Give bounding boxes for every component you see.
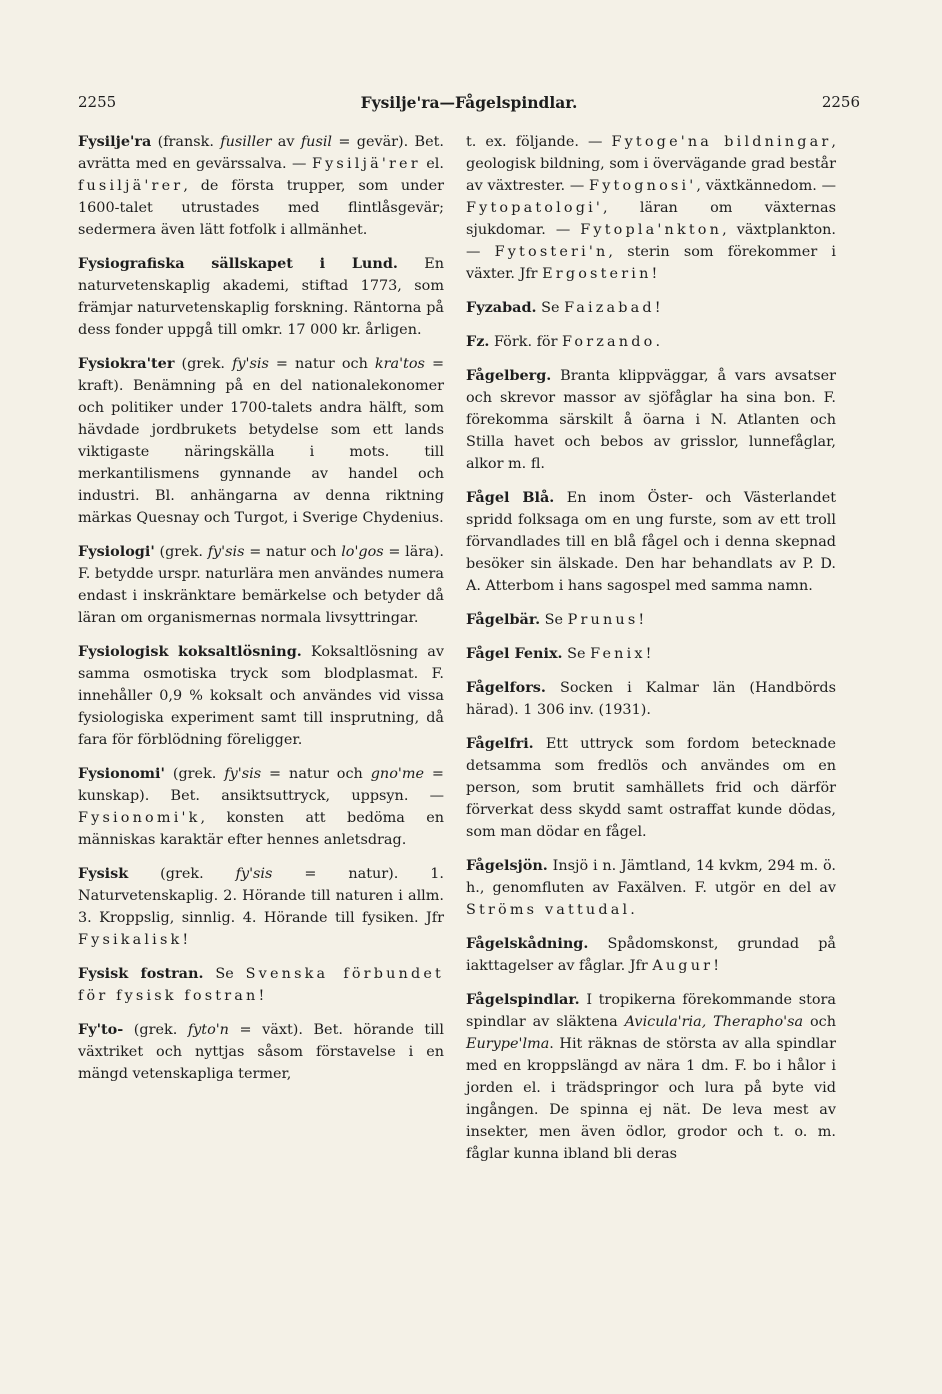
entry [466,989,836,1165]
entry-headword: Fågelberg. [466,367,552,384]
spaced-term: Ergosterin [542,266,652,282]
italic-term: fy'sis [207,544,245,560]
italic-term: fy'sis [224,766,262,782]
entry-headword: Fågelsjön. [466,857,548,874]
entry-headword: Fågel Fenix. [466,645,563,662]
left-column [78,131,444,1097]
spaced-term: Fytopla'nkton [580,222,723,238]
entry-text: av [271,134,301,150]
entry-text: ! [258,988,265,1004]
entry-text: Se [536,300,565,316]
italic-term: lo'gos [341,544,384,560]
entry-text: , konsten att bedöma en människas karaktär efter hennes anletsdrag. [78,810,444,848]
entry-text: , de första trupper, som under 1600-talet utrustades med flintlåsgevär; sedermera även lätt fotfolk i allmänhet. [78,178,444,238]
italic-term: fy'sis [235,866,273,882]
entry-text: = gevär). Bet. avrätta med en gevärssalva. — [78,134,445,172]
entry [466,677,836,721]
spaced-term: Fysiljä'rer [311,156,421,172]
entry-text: I tropikerna förekommande stora spindlar av släktena [466,992,836,1030]
entry-headword: Fysiologi' [78,543,155,560]
entry [78,763,444,851]
entry-headword: Fågelfors. [466,679,546,696]
spaced-term: Faizabad [564,300,655,316]
italic-term: kra'tos [374,356,425,372]
spaced-term: Augur [652,958,714,974]
entry-text: el. [420,156,444,172]
entry [466,487,836,597]
entry [78,641,444,751]
entry [78,963,444,1007]
entry-headword: Fågel Blå. [466,489,555,506]
entry-text: En inom Öster- och Västerlandet spridd folksaga om en ung furste, som av ett troll förvandlades till en blå fågel och i denna skepnad besöker sin älskade. Den har behandlats av P. D. A. Atterbom i hans sagospel med samma namn. [466,490,836,594]
entry-text: (grek. [154,544,208,560]
entry-headword: Fysionomi' [78,765,165,782]
entry-text: , växtplankton. — [466,222,836,260]
spaced-term: Forzando [562,334,656,350]
entry-headword: Fysiokra'ter [78,355,175,372]
entry [78,541,444,629]
entry-text: . Hit räknas de största av alla spindlar med en kroppslängd av nära 1 dm. F. bo i hålor i jorden el. i trädspringor och lura på byte vid ingången. De spinna ej nät. De leva mest av insekter, men även ödlor, grodor och t. o. m. fåglar kunna ibland bli deras [466,1036,836,1162]
entry [78,1019,444,1085]
entry-headword: Fysisk fostran. [78,965,204,982]
spaced-term: Ströms vattudal [466,902,631,918]
entry [466,331,836,353]
italic-term: fusil [300,134,333,150]
entry [466,933,836,977]
spaced-term: Fysionomi'k [78,810,201,826]
entry-text: , läran om växternas sjukdomar. — [466,200,836,238]
entry-text: Förk. för [489,334,563,350]
entry-headword: Fysisk [78,865,129,882]
entry-headword: Fy'to- [78,1021,124,1038]
entry-text: Socken i Kalmar län (Handbörds härad). 1 306 inv. (1931). [466,680,836,718]
entry [78,863,444,951]
entry [78,131,444,241]
entry [78,353,444,529]
entry [466,365,836,475]
entry-headword: Fågelfri. [466,735,534,752]
entry-text: (grek. [174,356,233,372]
entry-text: Se [562,646,591,662]
spaced-term: Fytoge'na bildningar [611,134,832,150]
entry-text: = natur och [268,356,375,372]
spaced-term: Fytosteri'n [494,244,609,260]
left-page-number: 2255 [78,93,117,111]
entry [466,643,836,665]
spaced-term: fusiljä'rer [78,178,184,194]
entry-headword: Fågelbär. [466,611,541,628]
entry [466,297,836,319]
right-page-number: 2256 [821,93,860,111]
entry-text: = växt). Bet. hörande till växtriket och nyttjas såsom förstavelse i en mängd vetenskapliga termer, [78,1022,444,1082]
entry-text: , geologisk bildning, som i övervägande grad består av växtrester. — [466,134,836,194]
spaced-term: Fytopatologi' [466,200,604,216]
entry-text: Branta klippväggar, å vars avsatser och skrevor massor av sjöfåglar ha sina bon. F. förekomma särskilt å öarna i N. Atlanten och Stilla havet och bebos av grisslor, lunnefåglar, alkor m. fl. [466,368,836,472]
italic-term: fusiller [220,134,272,150]
right-column [466,131,836,1177]
entry [466,733,836,843]
entry-text: ! [713,958,719,974]
entry-text: Se [203,966,246,982]
entry-text: Koksaltlösning av samma osmotiska tryck som blodplasmat. F. innehåller 0,9 % koksalt och användes vid vissa fysiologiska experiment samt till insprutning, då fara för förblödning föreligger. [78,644,444,748]
entry-text: = kunskap). Bet. ansiktsuttryck, uppsyn. — [78,766,444,804]
spaced-term: Svenska förbundet för fysisk fostran [78,966,444,1004]
entry-text: och [803,1014,836,1030]
italic-term: gno'me [370,766,424,782]
entry-headword: Fysilje'ra [78,133,152,150]
entry-text: = natur och [261,766,371,782]
entry-text: , växtkännedom. — [696,178,836,194]
entry-text: = natur och [244,544,342,560]
italic-term: fyto'n [187,1022,229,1038]
entry-headword: Fysiologisk koksaltlösning. [78,643,302,660]
entry-text: (grek. [164,766,225,782]
entry-text: = lära). F. betydde urspr. naturlära men användes numera endast i inskränktare bemärkelse och betyder då läran om organismernas normala livsyttringar. [78,544,444,626]
entry-headword: Fyzabad. [466,299,537,316]
italic-term: fy'sis [232,356,269,372]
entry-text: t. ex. följande. — [466,134,612,150]
entry-text: ! [651,266,658,282]
entry-text: (grek. [123,1022,188,1038]
entry [466,131,836,285]
entry-text: . [655,334,661,350]
page-header [78,93,860,117]
spaced-term: Fysikalisk [78,932,183,948]
entry-text: ! [182,932,189,948]
spaced-term: Fytognosi' [589,178,697,194]
spaced-term: Prunus [567,612,639,628]
entry-text: Ett uttryck som fordom betecknade detsamma som fredlös och användes om en person, som brutit samhällets frid och därför förverkat dess skydd samt ostraffat kunde dödas, som man dödar en fågel. [466,736,836,840]
entry-headword: Fågelspindlar. [466,991,580,1008]
entry-text: (grek. [128,866,236,882]
entry [466,609,836,631]
spaced-term: Fenix [590,646,646,662]
entry-headword: Fz. [466,333,490,350]
page-running-title: Fysilje'ra—Fågelspindlar. [360,93,578,112]
entry-text: En naturvetenskaplig akademi, stiftad 1773, som främjar naturvetenskaplig forskning. Räntorna på dess fonder uppgå till omkr. 17 000 kr. årligen. [78,256,444,338]
entry-text: ! [645,646,652,662]
entry-text: Spådomskonst, grundad på iakttagelser av fåglar. Jfr [466,936,836,974]
entry-text: . [630,902,635,918]
entry-text: (fransk. [151,134,221,150]
entry [78,253,444,341]
entry [466,855,836,921]
italic-term: Avicula'ria, Therapho'sa [624,1014,804,1030]
italic-term: Eurype'lma [466,1036,550,1052]
entry-headword: Fysiografiska sällskapet i Lund. [78,255,398,272]
entry-text: = kraft). Benämning på en del nationalekonomer och politiker under 1700-talets andra hälft, som hävdade jordbrukets betydelse som ett lands viktigaste näringskälla i mots. till merkantilismens gynnande av handel och industri. Bl. anhängarna av denna riktning märkas Quesnay och Turgot, i Sverige Chydenius. [78,356,445,526]
entry-text: Insjö i n. Jämtland, 14 kvkm, 294 m. ö. h., genomfluten av Faxälven. F. utgör en del av [466,858,836,896]
entry-text: , sterin som förekommer i växter. Jfr [466,244,837,282]
entry-text: Se [540,612,568,628]
entry-text: ! [654,300,661,316]
entry-text: ! [638,612,645,628]
entry-text: = natur). 1. Naturvetenskaplig. 2. Hörande till naturen i allm. 3. Kroppslig, sinnlig. 4. Hörande till fysiken. Jfr [78,866,444,926]
entry-headword: Fågelskådning. [466,935,589,952]
